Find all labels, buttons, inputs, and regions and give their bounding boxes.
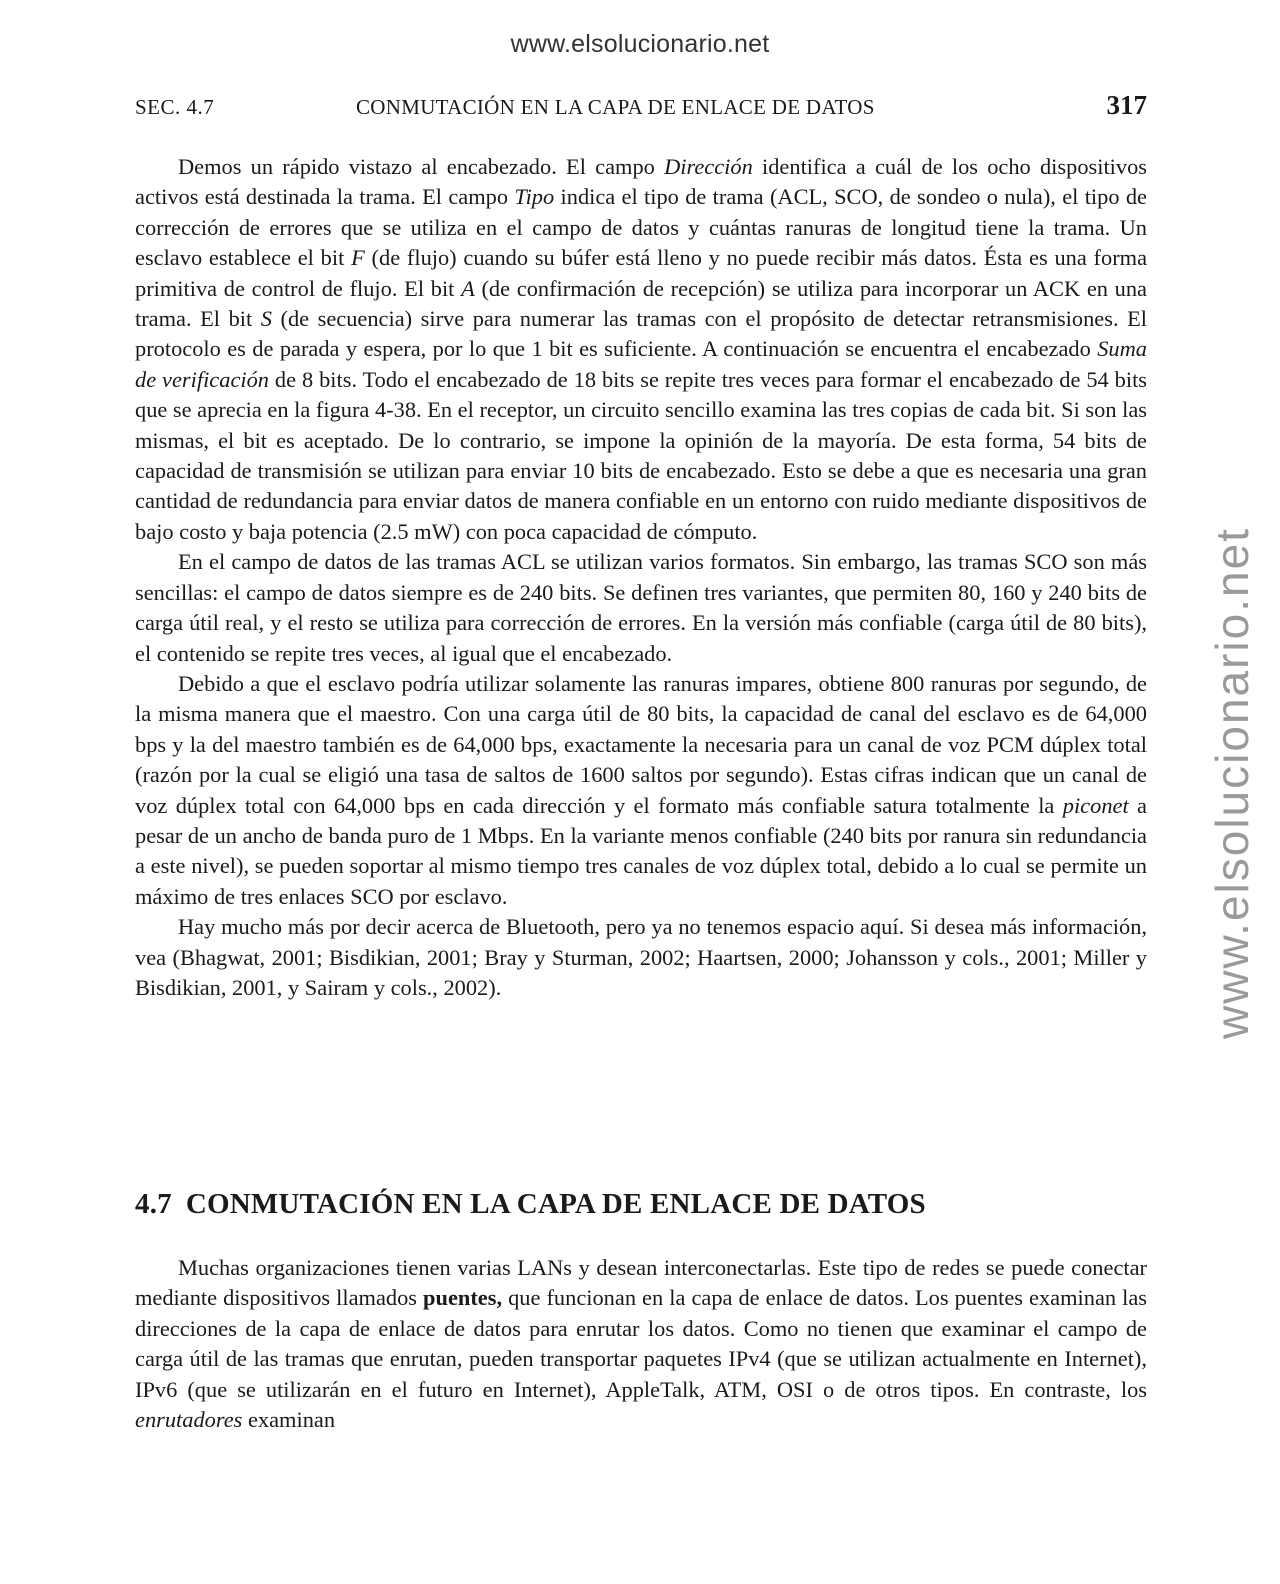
italic-term-direccion: Dirección — [664, 154, 753, 179]
text-run: a pesar de un ancho de banda puro de 1 Mbps. En la variante menos confiable (240 bits por ranura sin redundancia a este nivel), se pueden soportar al mismo tiempo tres canales de voz dúplex total, debido a lo cual se permite un máximo de tres enlaces SCO por esclavo. — [135, 792, 1147, 909]
running-head-title: CONMUTACIÓN EN LA CAPA DE ENLACE DE DATOS — [356, 95, 875, 119]
italic-term-tipo: Tipo — [514, 184, 555, 210]
paragraph-header-fields — [135, 152, 1147, 547]
paragraph-slave-slots — [135, 669, 1147, 912]
text-run: examinan — [242, 1407, 336, 1433]
italic-term-a: A — [461, 275, 475, 301]
bold-term-puentes: puentes, — [423, 1285, 503, 1311]
section-number: 4.7 — [135, 1188, 172, 1220]
italic-term-s: S — [260, 306, 272, 332]
text-run: de 8 bits. Todo el encabezado de 18 bits se repite tres veces para formar el encabezado de 54 bits que se aprecia en la figura 4-38. En el receptor, un circuito sencillo examina las tres copias de cada bit. Si son las mismas, el bit es aceptado. De lo contrario, se impone la opinión de la mayoría. De esta forma, 54 bits de capacidad de transmisión se utilizan para enviar 10 bits de encabezado. Esto se debe a que es necesaria una gran cantidad de redundancia para enviar datos de manera confiable en un entorno con ruido mediante dispositivos de bajo costo y baja potencia (2.5 mW) con poca capacidad de cómputo. — [135, 366, 1148, 544]
text-run: Demos un rápido vistazo al encabezado. El campo — [178, 154, 665, 179]
page-number: 317 — [1106, 90, 1147, 120]
section-title: CONMUTACIÓN EN LA CAPA DE ENLACE DE DATOS — [185, 1188, 926, 1220]
paragraph-references: Hay mucho más por decir acerca de Bluetooth, pero ya no tenemos espacio aquí. Si desea más información, vea (Bhagwat, 2001; Bisdikian, 2001; Bray y Sturman, 2002; Haartsen, 2000; Johansson y cols., 2001; Miller y Bisdikian, 2001, y Sairam y cols., 2002). — [135, 914, 1147, 1000]
italic-term-suma: Suma de verificación — [135, 336, 1147, 392]
text-run: que funcionan en la capa de enlace de datos. Los puentes examinan las direcciones de la capa de enlace de datos para enrutar los datos. Como no tienen que examinar el campo de carga útil de las tramas que enrutan, pueden transportar paquetes IPv4 (que se utilizan actualmente en Internet), IPv6 (que se utilizarán en el futuro en Internet), AppleTalk, ATM, OSI o de otros tipos. En contraste, los — [135, 1285, 1147, 1402]
section-heading — [135, 1188, 926, 1221]
running-head — [135, 90, 1147, 126]
text-run: (de flujo) cuando su búfer está lleno y no puede recibir más datos. Ésta es una forma primitiva de control de flujo. El bit — [135, 245, 1148, 301]
running-head-section: SEC. 4.7 — [135, 95, 215, 119]
text-run: Debido a que el esclavo podría utilizar solamente las ranuras impares, obtiene 800 ranuras por segundo, de la misma manera que el maestro. Con una carga útil de 80 bits, la capacidad de canal del esclavo es de 64,000 bps y la del maestro también es de 64,000 bps, exactamente la necesaria para un canal de voz PCM dúplex total (razón por la cual se eligió una tasa de saltos de 1600 saltos por segundo). Estas cifras indican que un canal de voz dúplex total con 64,000 bps en cada dirección y el formato más confiable satura totalmente la — [135, 670, 1147, 818]
paragraph-bridges — [135, 1253, 1147, 1435]
watermark-side: www.elsolucionario.net — [1206, 527, 1258, 1039]
italic-term-f: F — [351, 245, 365, 271]
text-run: (de secuencia) sirve para numerar las tramas con el propósito de detectar retransmisiones. El protocolo es de parada y espera, por lo que 1 bit es suficiente. A continuación se encuentra el encabezado — [135, 306, 1147, 362]
text-run: Muchas organizaciones tienen varias LANs y desean interconectarlas. Este tipo de redes se puede conectar mediante dispositivos llamados — [135, 1255, 1147, 1311]
text-run: (de confirmación de recepción) se utiliza para incorporar un ACK en una trama. El bit — [135, 275, 1147, 332]
body-text-upper — [135, 152, 1147, 1003]
text-run: identifica a cuál de los ocho dispositivos activos está destinada la trama. El campo — [135, 154, 1147, 210]
italic-term-enrutadores: enrutadores — [135, 1407, 243, 1433]
text-run: indica el tipo de trama (ACL, SCO, de sondeo o nula), el tipo de corrección de errores que se utiliza en el campo de datos y cuántas ranuras de longitud tiene la trama. Un esclavo establece el bit — [135, 184, 1147, 271]
body-text-lower — [135, 1253, 1147, 1435]
paragraph-acl-sco: En el campo de datos de las tramas ACL se utilizan varios formatos. Sin embargo, las tramas SCO son más sencillas: el campo de datos siempre es de 240 bits. Se definen tres variantes, que permiten 80, 160 y 240 bits de carga útil real, y el resto se utiliza para corrección de errores. En la versión más confiable (carga útil de 80 bits), el contenido se repite tres veces, al igual que el encabezado. — [135, 549, 1147, 666]
italic-term-piconet: piconet — [1062, 792, 1129, 818]
watermark-top: www.elsolucionario.net — [510, 30, 770, 58]
